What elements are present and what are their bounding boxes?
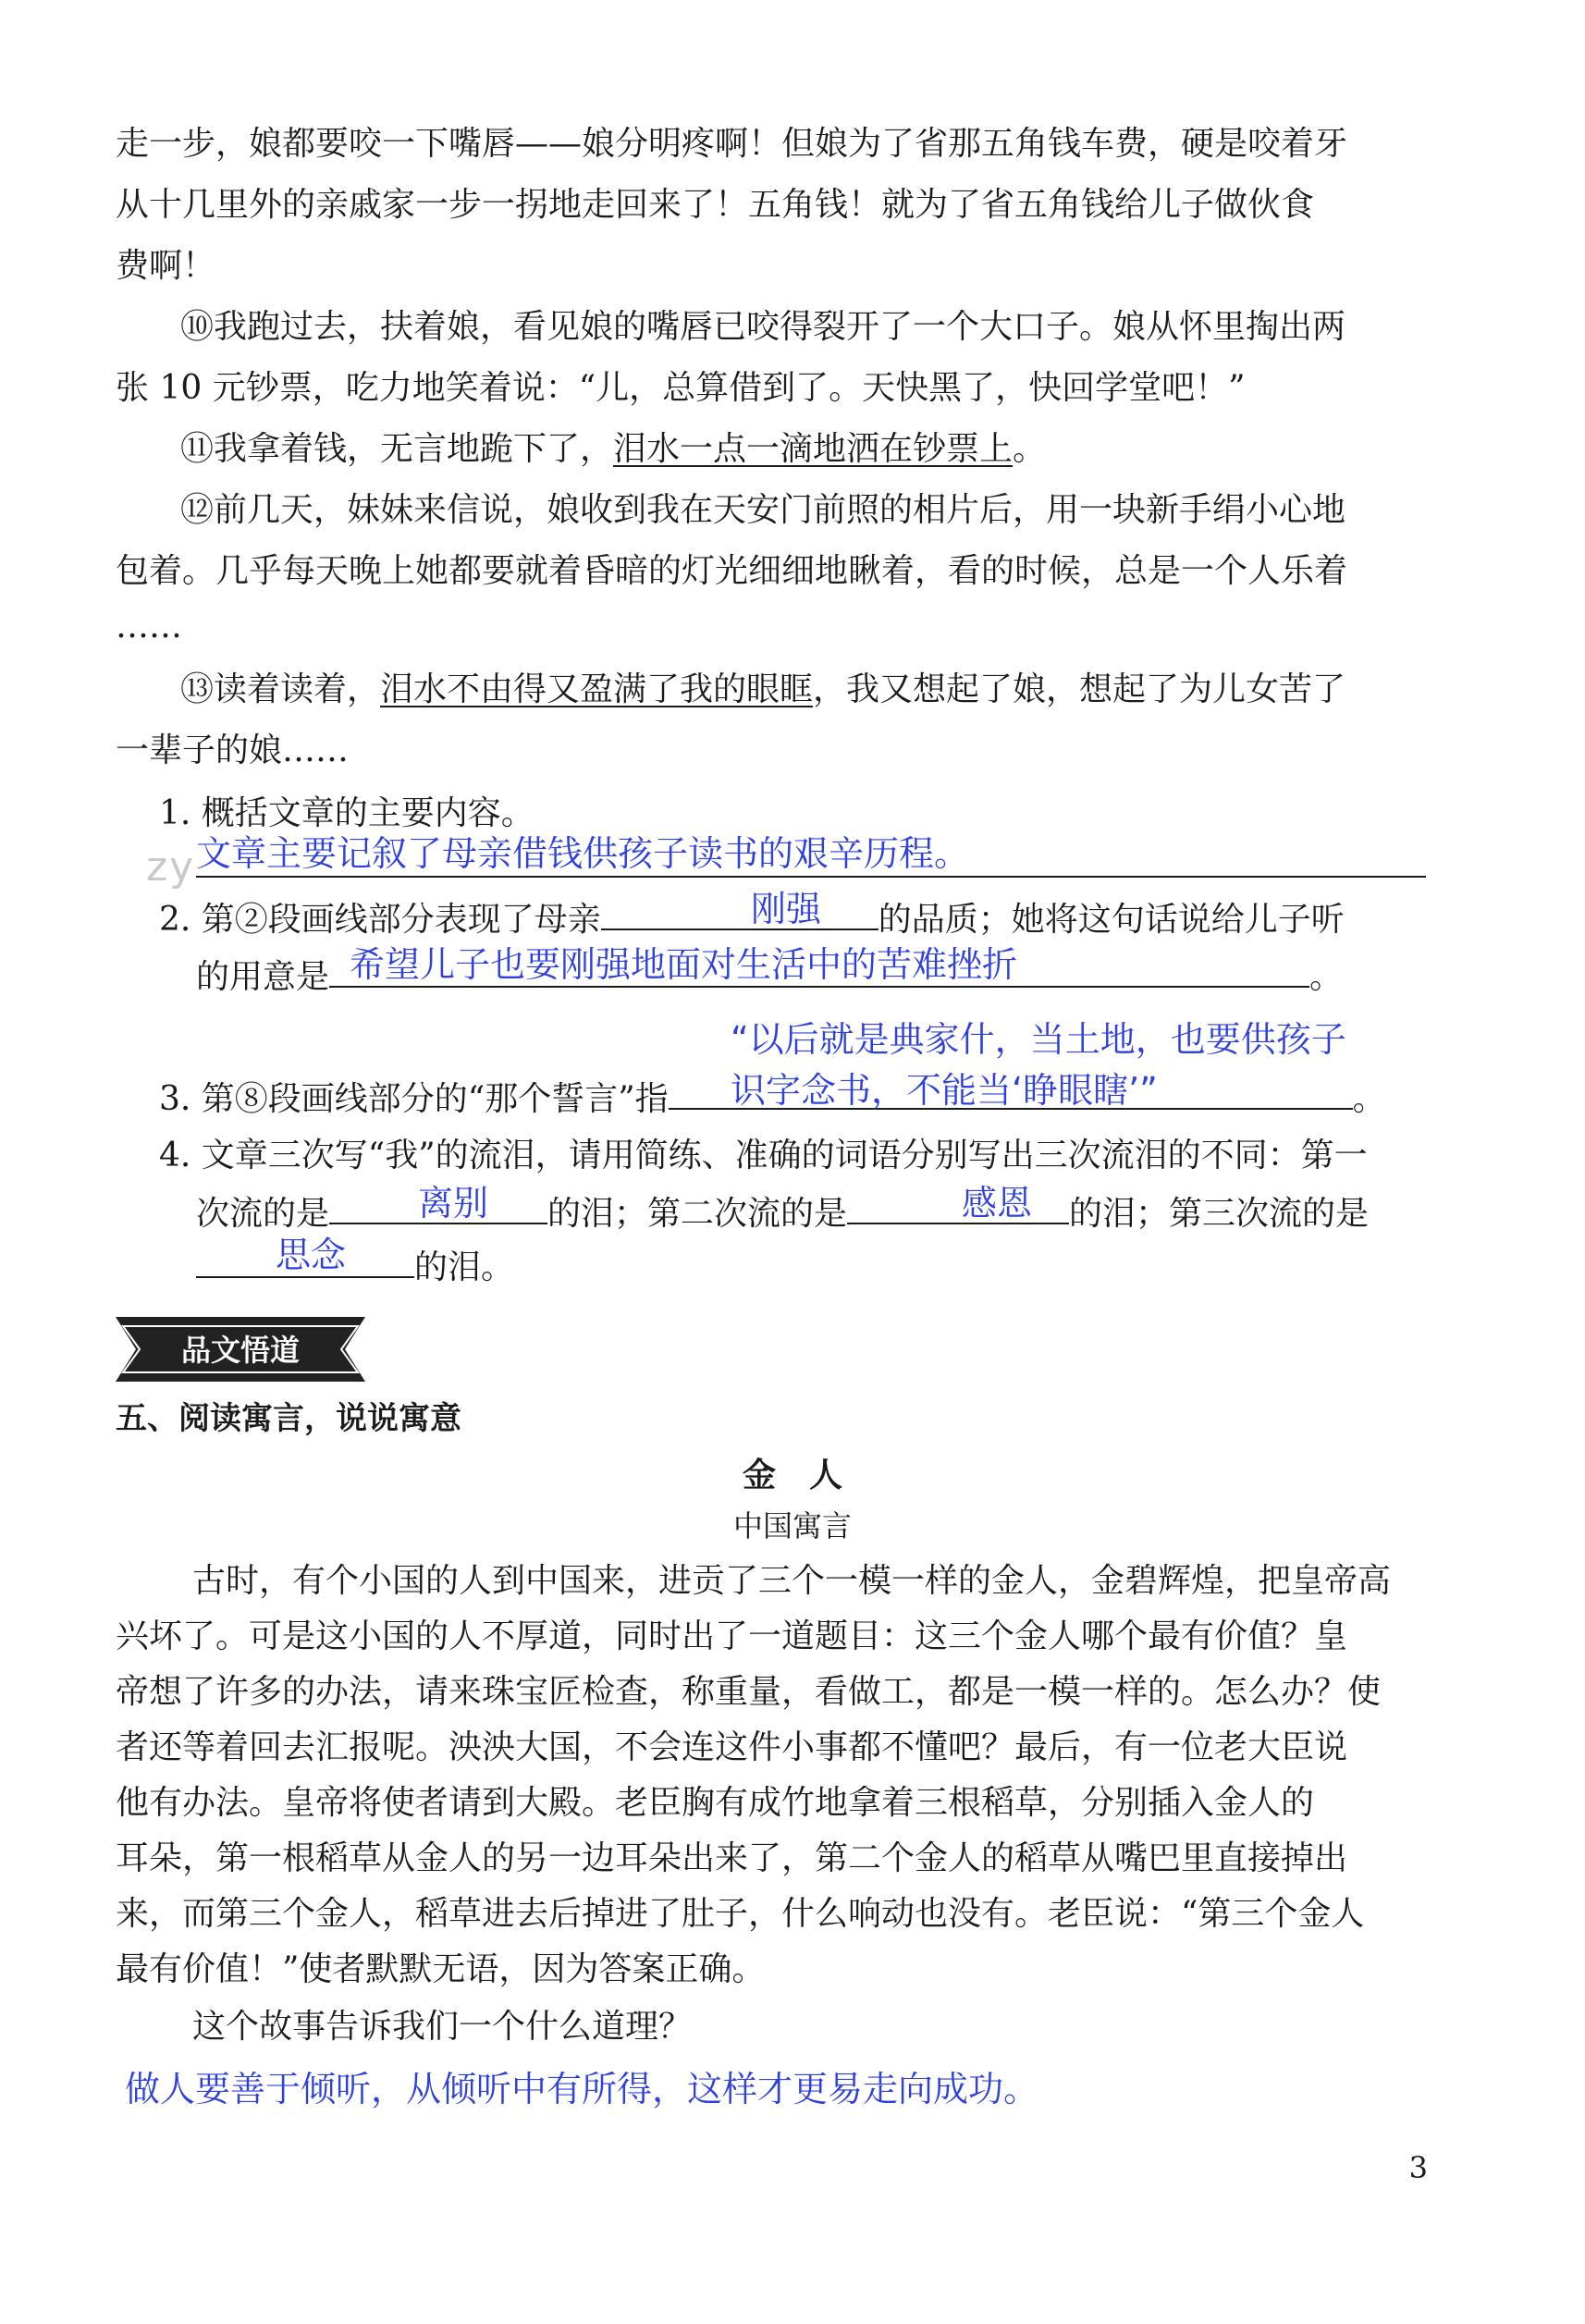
q4-text-4: 的泪。 [414,1248,515,1286]
p13-underlined: 泪水不由得又盈满了我的眼眶 [380,670,814,708]
passage-line: …… [116,608,182,646]
paragraph-11 [180,427,1046,472]
question-4: 4. 文章三次写“我”的流泪，请用简练、准确的词语分别写出三次流泪的不同：第一 [159,1137,1368,1174]
q3-text: 3. 第⑧段画线部分的“那个誓言”指 [159,1080,669,1118]
section-heading: 五、阅读寓言，说说寓意 [116,1400,461,1437]
answer-3-line1: “以后就是典家什，当土地，也要供孩子 [731,1019,1346,1060]
passage-line: 从十几里外的亲戚家一步一拐地走回来了！五角钱！就为了省五角钱给儿子做伙食 [116,186,1315,224]
p11-text: ⑪我拿着钱，无言地跪下了， [180,430,614,468]
passage-line: 费啊！ [116,247,216,285]
question-1: 1. 概括文章的主要内容。 [159,794,534,832]
q4-text-2: 的泪；第二次流的是 [547,1195,848,1233]
fable-subtitle: 中国寓言 [732,1508,852,1543]
answer-4a: 离别 [418,1183,489,1223]
fable-title: 金 人 [742,1457,842,1494]
answer-4b: 感恩 [962,1183,1033,1223]
q3-end: 。 [1352,1080,1386,1118]
fable-line: 来，而第三个金人，稻草进去后掉进了肚子，什么响动也没有。老臣说：“第三个金人 [116,1895,1365,1933]
p11-end: 。 [1013,430,1047,468]
question-4-line2 [196,1187,1369,1236]
passage-line: 一辈子的娘…… [116,732,350,769]
fable-line: 帝想了许多的办法，请来珠宝匠检查，称重量，看做工，都是一模一样的。怎么办？使 [116,1673,1382,1711]
banner-shape [116,1311,365,1387]
answer-2b: 希望儿子也要刚强地面对生活中的苦难挫折 [350,944,1018,985]
banner-text: 品文悟道 [180,1333,301,1368]
fable-line: 耳朵，第一根稻草从金人的另一边耳朵出来了，第二个金人的稻草从嘴巴里直接掉出 [116,1839,1348,1877]
answer-line [196,876,1426,878]
watermark: zy [146,843,196,891]
answer-2a: 刚强 [751,889,822,929]
section-banner [116,1311,365,1387]
fable-line: 古时，有个小国的人到中国来，进贡了三个一模一样的金人，金碧辉煌，把皇帝高 [192,1562,1392,1600]
passage-line: 张 10 元钞票，吃力地笑着说：“儿，总算借到了。天快黑了，快回学堂吧！” [116,369,1246,407]
answer-4c: 思念 [276,1235,347,1275]
paragraph-10: ⑩我跑过去，扶着娘，看见娘的嘴唇已咬得裂开了一个大口子。娘从怀里掏出两 [180,308,1346,346]
p11-underlined: 泪水一点一滴地洒在钞票上 [613,430,1014,468]
fable-line: 他有办法。皇帝将使者请到大殿。老臣胸有成竹地拿着三根稻草，分别插入金人的 [116,1784,1315,1822]
fable-question: 这个故事告诉我们一个什么道理？ [192,2008,693,2046]
fable-line: 者还等着回去汇报呢。泱泱大国，不会连这件小事都不懂吧？最后，有一位老大臣说 [116,1728,1348,1766]
paragraph-12: ⑫前几天，妹妹来信说，娘收到我在天安门前照的相片后，用一块新手绢小心地 [180,491,1346,529]
q4-text: 次流的是 [196,1195,330,1233]
q2-text-3: 的用意是 [196,958,330,996]
answer-3-line2: 识字念书，不能当‘睁眼瞎’” [731,1070,1158,1111]
q4-text-3: 的泪；第三次流的是 [1069,1195,1370,1233]
p13-text-end: ，我又想起了娘，想起了为儿女苦了 [813,670,1346,708]
page-number: 3 [1408,2150,1428,2185]
fable-line: 最有价值！”使者默默无语，因为答案正确。 [116,1950,766,1988]
q2-blank[interactable] [601,893,879,930]
p13-text: ⑬读着读着， [180,670,381,708]
passage-line: 包着。几乎每天晚上她都要就着昏暗的灯光细细地瞅着，看的时候，总是一个人乐着 [116,552,1348,590]
answer-1: 文章主要记叙了母亲借钱供孩子读书的艰辛历程。 [196,833,970,874]
paragraph-13 [180,668,1345,712]
q2-end: 。 [1309,958,1344,996]
fable-answer: 做人要善于倾听，从倾听中有所得，这样才更易走向成功。 [125,2069,1039,2109]
fable-line: 兴坏了。可是这小国的人不厚道，同时出了一道题目：这三个金人哪个最有价值？皇 [116,1617,1348,1655]
q2-text-2: 的品质；她将这句话说给儿子听 [878,901,1345,939]
question-4-line3 [196,1241,514,1290]
passage-line: 走一步，娘都要咬一下嘴唇——娘分明疼啊！但娘为了省那五角钱车费，硬是咬着牙 [116,125,1348,163]
q2-text: 2. 第②段画线部分表现了母亲 [159,901,601,939]
q4-blank-2[interactable] [847,1187,1069,1224]
